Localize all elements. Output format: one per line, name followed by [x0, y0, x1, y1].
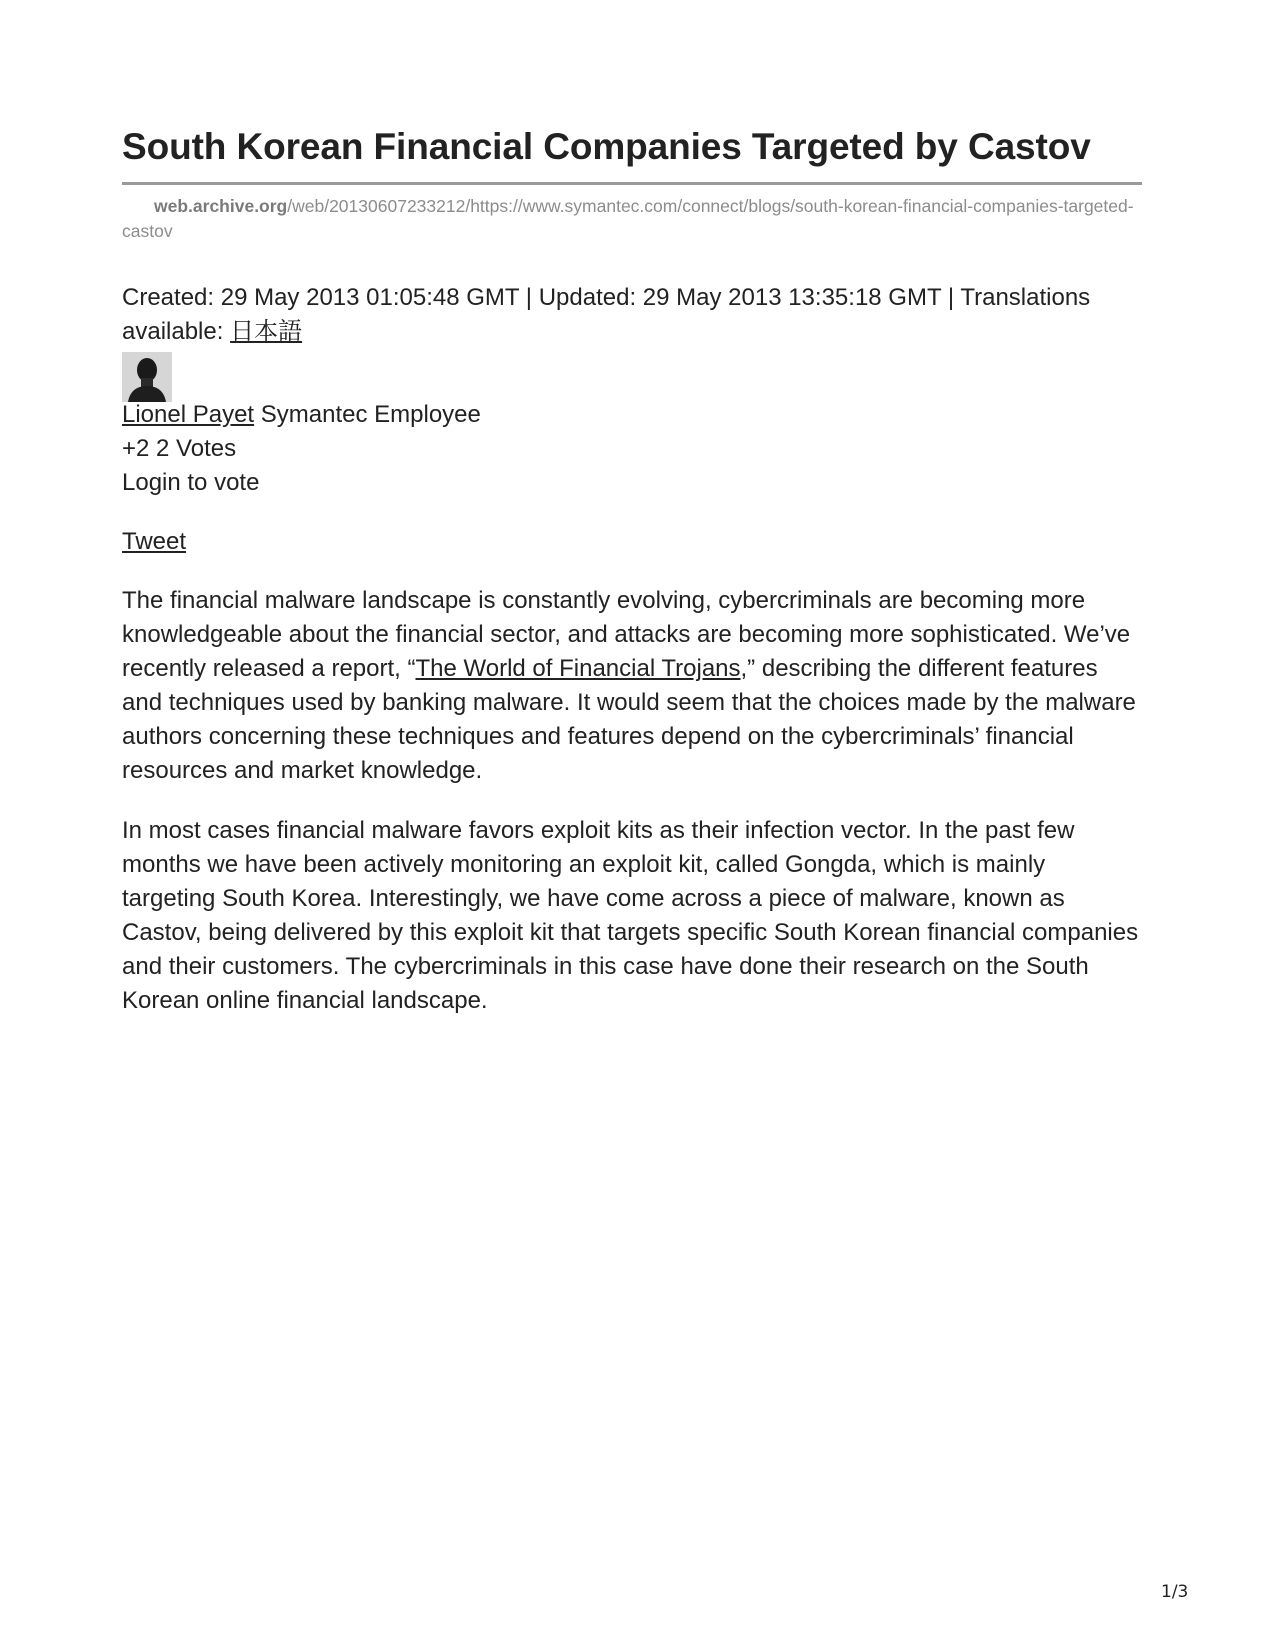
author-line	[122, 398, 481, 432]
person-silhouette-icon	[122, 352, 172, 402]
translations-label: Translations available:	[122, 284, 1091, 345]
created-label: Created:	[122, 284, 221, 311]
updated-label: Updated:	[538, 284, 643, 311]
paragraph-text: The financial malware landscape is constantly evolving, cybercriminals are becoming more knowledgeable about the financial sector, and attacks are becoming more sophisticated. We’ve recently released a report, “	[122, 587, 1131, 682]
translation-link-japanese[interactable]: 日本語	[230, 318, 303, 345]
title-divider	[122, 182, 1142, 185]
source-url	[122, 194, 1142, 244]
report-link[interactable]: The World of Financial Trojans	[415, 655, 741, 682]
source-path: /web/20130607233212/https://www.symantec.com/connect/blogs/south-korean-financial-companies-targeted-castov	[122, 196, 1134, 241]
body-paragraph	[122, 584, 1142, 788]
updated-date: 29 May 2013 13:35:18 GMT	[642, 284, 942, 311]
author-name-link[interactable]: Lionel Payet	[122, 401, 255, 428]
post-meta	[122, 281, 1142, 349]
article-title: South Korean Financial Companies Targeted by Castov	[122, 126, 1091, 167]
source-domain: web.archive.org	[154, 196, 288, 216]
paragraph-text: ,” describing the different features and techniques used by banking malware. It would seem that the choices made by the malware authors concerning these techniques and features depend on the cybercriminals’ financial resources and market knowledge.	[122, 655, 1136, 784]
created-date: 29 May 2013 01:05:48 GMT	[220, 284, 520, 311]
page-number: 1/3	[1161, 1582, 1189, 1602]
meta-separator: |	[941, 284, 961, 311]
vote-count: +2 2 Votes	[122, 435, 237, 462]
body-paragraph: In most cases financial malware favors exploit kits as their infection vector. In the past few months we have been actively monitoring an exploit kit, called Gongda, which is mainly targeting South Korea. Interestingly, we have come across a piece of malware, known as Castov, being delivered by this exploit kit that targets specific South Korean financial companies and their customers. The cybercriminals in this case have done their research on the South Korean online financial landscape.	[122, 817, 1139, 1014]
author-role: Symantec Employee	[254, 401, 481, 428]
login-to-vote: Login to vote	[122, 469, 260, 496]
tweet-link[interactable]: Tweet	[122, 528, 187, 555]
meta-separator: |	[519, 284, 539, 311]
avatar[interactable]	[122, 352, 172, 402]
